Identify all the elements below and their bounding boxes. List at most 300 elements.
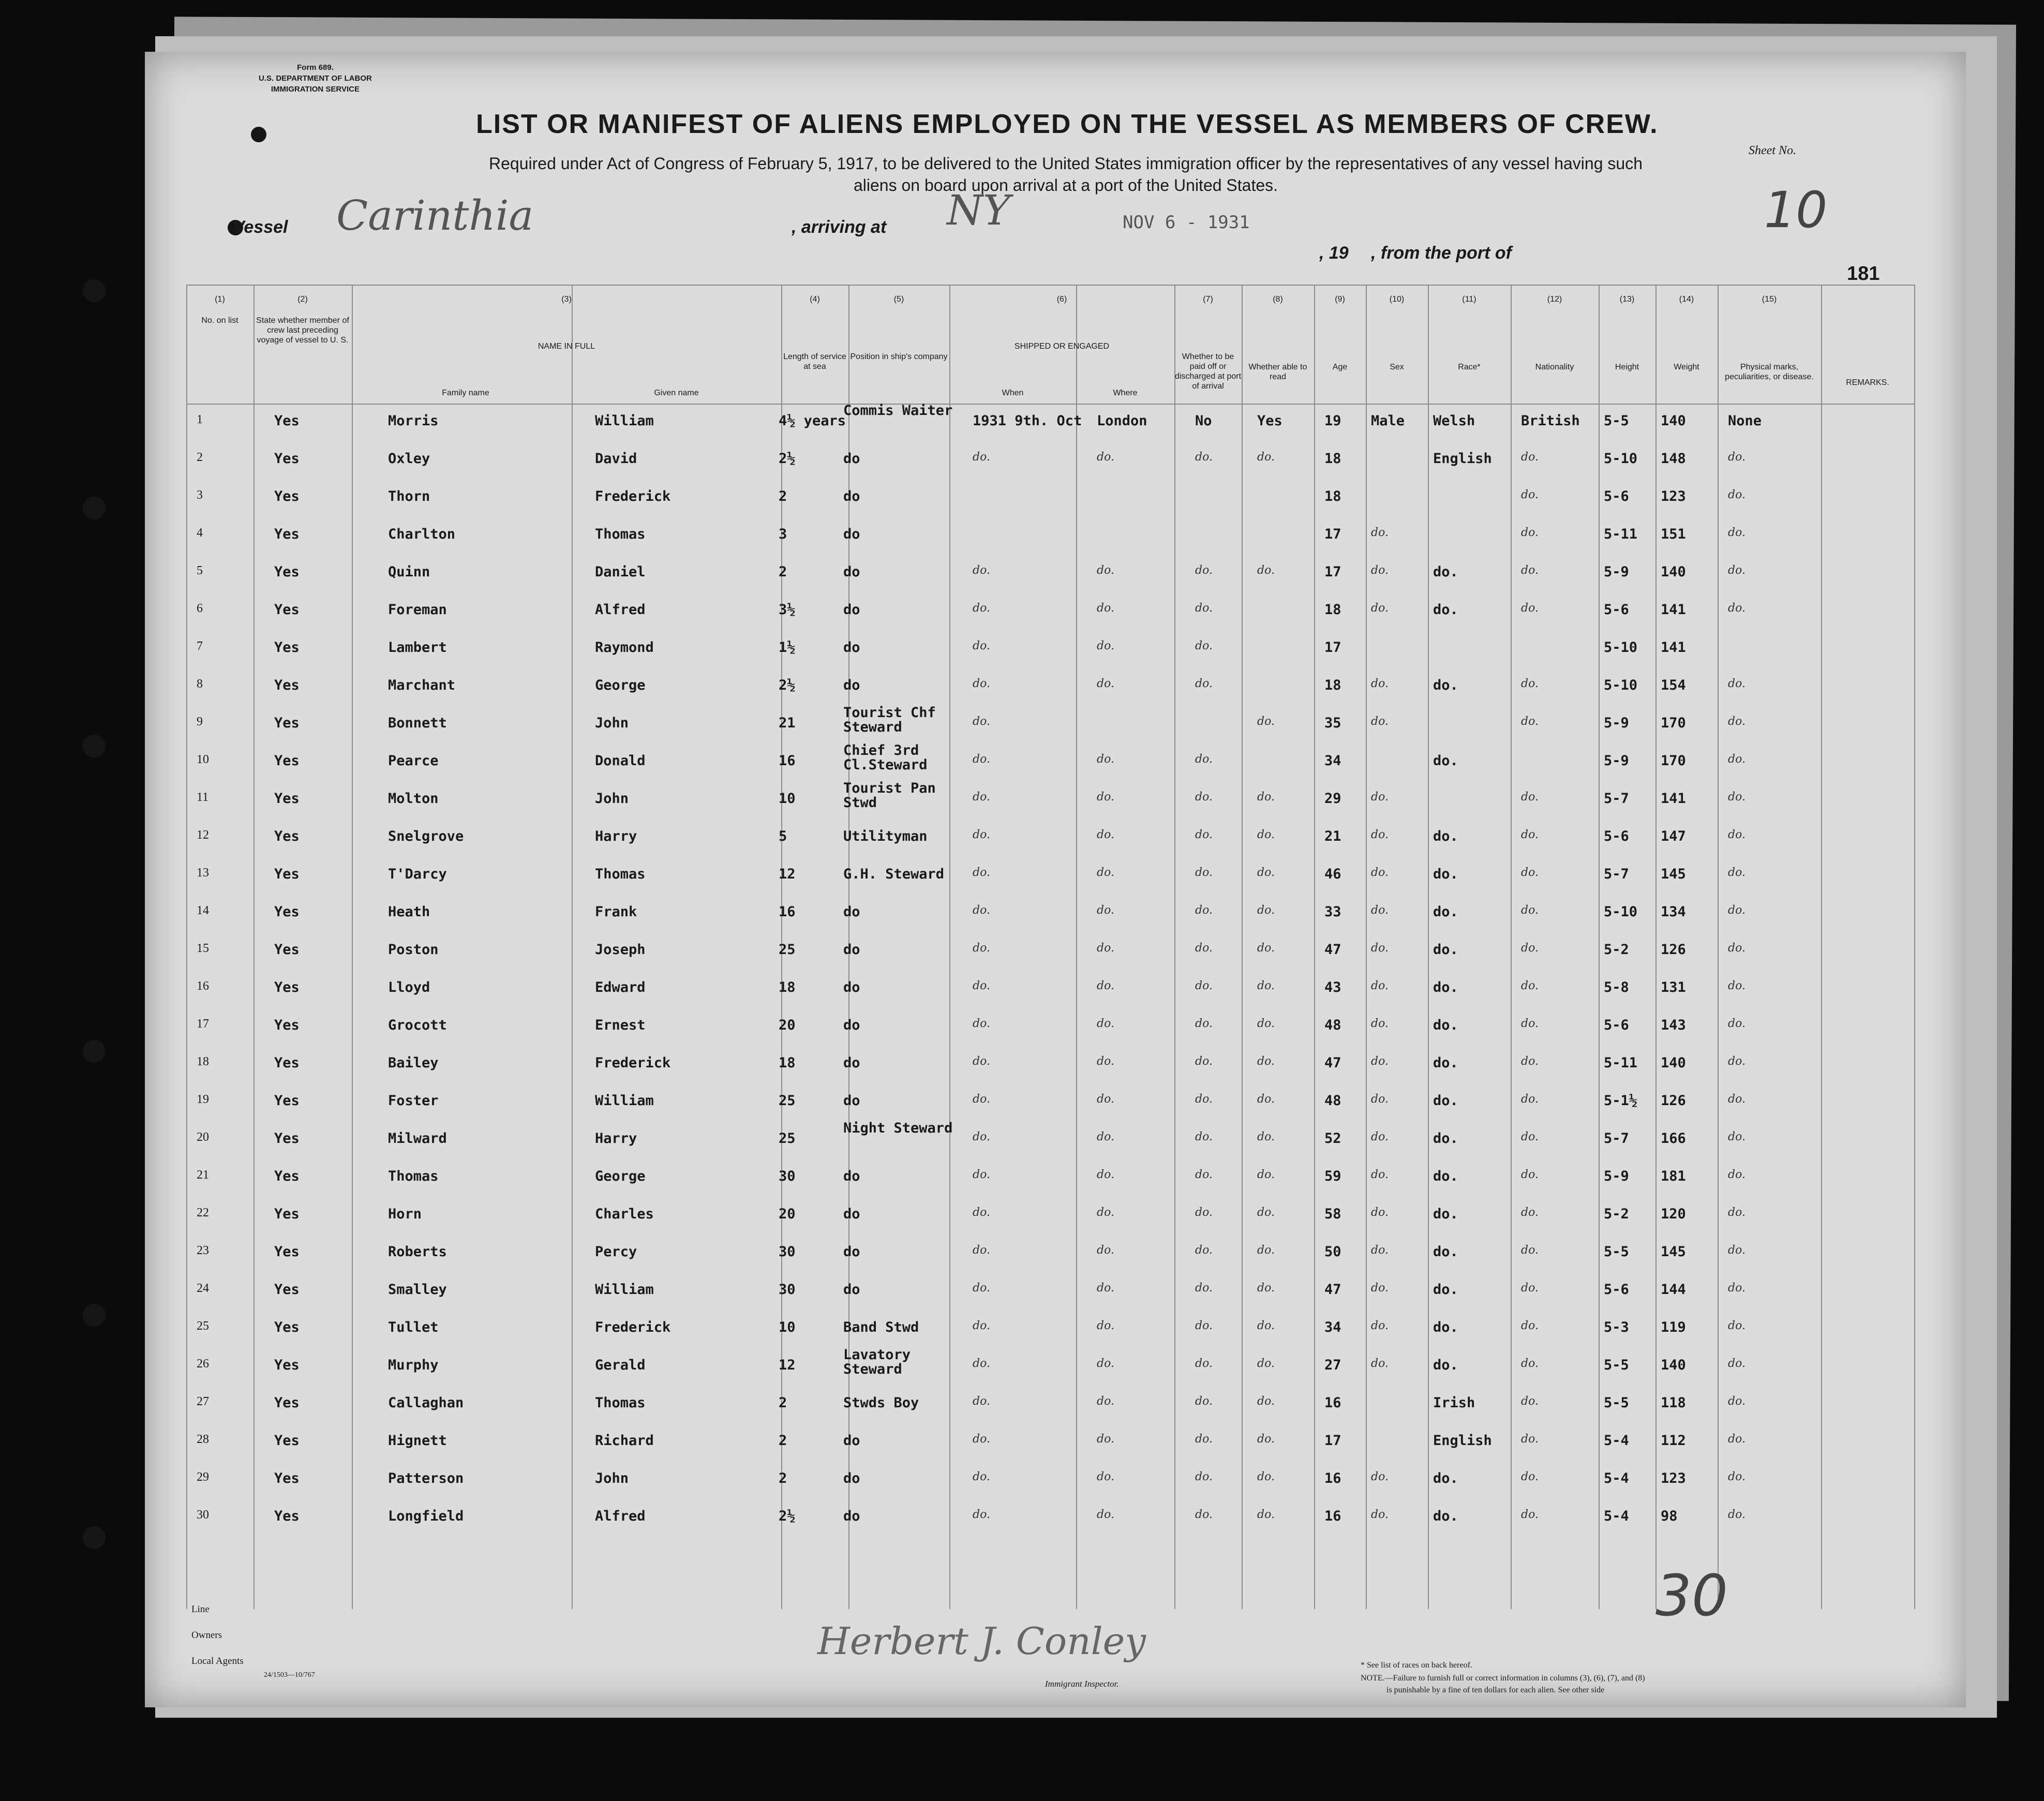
cell-sex: do. [1371,1017,1389,1030]
cell-weight: 140 [1661,1055,1686,1071]
cell-weight: 134 [1661,904,1686,920]
cell-race: Welsh [1433,413,1475,429]
cell-where: do. [1097,564,1114,577]
cell-prev: Yes [274,1055,300,1071]
cell-age: 17 [1324,639,1341,656]
cell-marks: do. [1728,602,1745,615]
cell-height: 5-5 [1604,413,1629,429]
cell-family: T'Darcy [388,866,447,882]
manifest-row [186,1051,1914,1089]
cell-no: 18 [197,1055,209,1068]
cell-no: 20 [197,1130,209,1144]
cell-position: Night Steward [843,1120,953,1136]
cell-when: do. [973,602,990,615]
cell-nat: do. [1521,526,1539,539]
cell-paid: do. [1195,753,1213,766]
manifest-row [186,900,1914,937]
cell-weight: 145 [1661,1244,1686,1260]
cell-prev: Yes [274,1470,300,1486]
manifest-table [186,285,1914,1609]
cell-position: do [843,1244,860,1260]
cell-where: do. [1097,677,1114,690]
cell-paid: do. [1195,828,1213,841]
cell-height: 5-8 [1604,979,1629,995]
binder-hole [83,1526,106,1549]
column-number: (10) [1389,295,1405,304]
cell-marks: do. [1728,1017,1745,1030]
form-number: Form 689. [297,63,334,72]
cell-prev: Yes [274,639,300,656]
cell-sex: do. [1371,1357,1389,1370]
cell-no: 5 [197,564,203,577]
cell-position: do [843,1470,860,1486]
cell-nat: do. [1521,1319,1539,1332]
cell-height: 5-6 [1604,488,1629,504]
cell-no: 13 [197,866,209,880]
cell-age: 16 [1324,1395,1341,1411]
manifest-row [186,1089,1914,1126]
cell-position: Band Stwd [843,1319,919,1335]
cell-service: 20 [779,1017,796,1033]
subtitle [372,153,1759,196]
column-header: No. on list [201,316,238,325]
cell-read: do. [1257,1508,1275,1521]
cell-sex: do. [1371,904,1389,917]
cell-nat: do. [1521,942,1539,955]
cell-when: do. [973,979,990,992]
cell-weight: 98 [1661,1508,1678,1524]
cell-race: do. [1433,1130,1458,1147]
cell-service: 25 [779,942,796,958]
manifest-row [186,1164,1914,1202]
cell-paid: do. [1195,1130,1213,1143]
cell-height: 5-2 [1604,942,1629,958]
cell-age: 19 [1324,413,1341,429]
cell-weight: 148 [1661,451,1686,467]
cell-height: 5-3 [1604,1319,1629,1335]
cell-nat: do. [1521,1470,1539,1483]
cell-age: 33 [1324,904,1341,920]
local-agents-label: Local Agents [191,1656,244,1666]
manifest-row [186,635,1914,673]
cell-age: 47 [1324,1055,1341,1071]
cell-when: do. [973,639,990,652]
cell-where: do. [1097,1433,1114,1446]
cell-where: do. [1097,1093,1114,1106]
cell-nat: do. [1521,1282,1539,1294]
cell-when: do. [973,451,990,464]
cell-where: do. [1097,1319,1114,1332]
cell-position: do [843,904,860,920]
cell-position: do [843,1168,860,1184]
column-number: (5) [893,295,904,304]
cell-prev: Yes [274,1357,300,1373]
cell-marks: do. [1728,1168,1745,1181]
cell-service: 10 [779,791,796,807]
cell-where: do. [1097,1017,1114,1030]
cell-where: do. [1097,1282,1114,1294]
cell-weight: 120 [1661,1206,1686,1222]
cell-given: William [595,413,654,429]
cell-read: do. [1257,1093,1275,1106]
header-rule [186,285,1914,286]
cell-given: Percy [595,1244,637,1260]
cell-paid: do. [1195,1395,1213,1408]
cell-sex: do. [1371,1168,1389,1181]
cell-paid: do. [1195,1206,1213,1219]
cell-age: 58 [1324,1206,1341,1222]
cell-family: Hignett [388,1433,447,1449]
cell-height: 5-10 [1604,904,1638,920]
total-count-handwritten: 30 [1655,1562,1728,1629]
cell-service: 25 [779,1093,796,1109]
column-number: (9) [1335,295,1345,304]
cell-paid: do. [1195,1244,1213,1257]
cell-position: do [843,488,860,504]
cell-where: do. [1097,1470,1114,1483]
column-header: Whether to be paid off or discharged at port of arrival [1174,352,1242,391]
cell-weight: 144 [1661,1282,1686,1298]
cell-family: Morris [388,413,439,429]
cell-given: Charles [595,1206,654,1222]
cell-age: 18 [1324,451,1341,467]
cell-marks: do. [1728,1244,1745,1257]
cell-prev: Yes [274,1395,300,1411]
cell-weight: 112 [1661,1433,1686,1449]
column-number: (12) [1547,295,1562,304]
cell-where: do. [1097,639,1114,652]
cell-weight: 141 [1661,791,1686,807]
column-number: (13) [1619,295,1635,304]
manifest-row [186,1428,1914,1466]
cell-no: 28 [197,1433,209,1446]
cell-service: 2½ [779,451,796,467]
manifest-row [186,975,1914,1013]
cell-when: do. [973,1017,990,1030]
cell-no: 10 [197,753,209,766]
cell-service: 3½ [779,602,796,618]
cell-marks: do. [1728,1508,1745,1521]
cell-read: do. [1257,1433,1275,1446]
cell-paid: do. [1195,1282,1213,1294]
cell-race: do. [1433,602,1458,618]
cell-family: Horn [388,1206,422,1222]
cell-position: Tourist Pan Stwd [843,780,936,811]
cell-height: 5-2 [1604,1206,1629,1222]
cell-marks: do. [1728,677,1745,690]
cell-where: do. [1097,602,1114,615]
cell-when: do. [973,564,990,577]
cell-marks: do. [1728,1357,1745,1370]
cell-sex: do. [1371,526,1389,539]
inspector-title: Immigrant Inspector. [1045,1679,1119,1689]
cell-position: G.H. Steward [843,866,945,882]
column-header: Nationality [1535,363,1574,371]
cell-when: do. [973,791,990,803]
manifest-row [186,1315,1914,1353]
cell-race: do. [1433,564,1458,580]
cell-position: do [843,979,860,995]
cell-service: 30 [779,1282,796,1298]
cell-nat: do. [1521,715,1539,728]
cell-given: Thomas [595,526,646,542]
cell-weight: 119 [1661,1319,1686,1335]
cell-nat: do. [1521,1357,1539,1370]
cell-marks: do. [1728,1282,1745,1294]
cell-age: 18 [1324,488,1341,504]
cell-age: 18 [1324,602,1341,618]
cell-race: do. [1433,1017,1458,1033]
cell-prev: Yes [274,1244,300,1260]
cell-family: Oxley [388,451,430,467]
cell-nat: do. [1521,1244,1539,1257]
cell-when: do. [973,1244,990,1257]
cell-service: 18 [779,979,796,995]
cell-no: 21 [197,1168,209,1182]
cell-height: 5-6 [1604,1282,1629,1298]
cell-read: do. [1257,942,1275,955]
cell-given: William [595,1282,654,1298]
cell-race: do. [1433,1093,1458,1109]
cell-race: do. [1433,1470,1458,1486]
cell-sex: do. [1371,1206,1389,1219]
cell-service: 16 [779,904,796,920]
column-header: SHIPPED OR ENGAGED [1014,342,1110,351]
subtitle-line-2: aliens on board upon arrival at a port of the United States. [853,176,1278,195]
cell-paid: do. [1195,451,1213,464]
cell-position: Tourist Chf Steward [843,705,936,735]
cell-position: do [843,1093,860,1109]
cell-race: English [1433,1433,1492,1449]
manifest-row [186,1504,1914,1542]
cell-age: 46 [1324,866,1341,882]
cell-family: Charlton [388,526,456,542]
cell-read: do. [1257,1244,1275,1257]
cell-race: do. [1433,828,1458,844]
column-header: Whether able to read [1248,363,1307,381]
column-header: NAME IN FULL [538,342,595,351]
cell-sex: do. [1371,715,1389,728]
cell-position: do [843,1017,860,1033]
cell-prev: Yes [274,1130,300,1147]
cell-paid: do. [1195,942,1213,955]
cell-when: do. [973,715,990,728]
cell-given: Gerald [595,1357,646,1373]
cell-no: 11 [197,791,209,804]
cell-no: 9 [197,715,203,728]
cell-family: Lambert [388,639,447,656]
cell-age: 34 [1324,753,1341,769]
cell-read: do. [1257,451,1275,464]
column-header: Height [1615,363,1639,371]
cell-sex: do. [1371,828,1389,841]
cell-position: do [843,451,860,467]
cell-prev: Yes [274,1168,300,1184]
cell-no: 4 [197,526,203,540]
cell-age: 17 [1324,1433,1341,1449]
cell-age: 16 [1324,1470,1341,1486]
cell-weight: 143 [1661,1017,1686,1033]
cell-weight: 140 [1661,1357,1686,1373]
column-number: (2) [297,295,308,304]
cell-where: do. [1097,1395,1114,1408]
cell-service: 2 [779,1470,787,1486]
cell-no: 2 [197,451,203,464]
cell-family: Heath [388,904,430,920]
cell-marks: do. [1728,564,1745,577]
cell-family: Thorn [388,488,430,504]
manifest-row [186,1240,1914,1277]
cell-age: 52 [1324,1130,1341,1147]
manifest-row [186,705,1914,749]
cell-weight: 126 [1661,1093,1686,1109]
cell-paid: do. [1195,1470,1213,1483]
form-identifier [259,62,372,95]
cell-marks: do. [1728,1130,1745,1143]
cell-service: 21 [779,715,796,731]
cell-prev: Yes [274,942,300,958]
cell-given: Raymond [595,639,654,656]
cell-race: do. [1433,1357,1458,1373]
cell-nat: do. [1521,1168,1539,1181]
cell-marks: do. [1728,1433,1745,1446]
column-subheader: Family name [442,389,489,397]
cell-read: do. [1257,564,1275,577]
cell-when: do. [973,1508,990,1521]
cell-position: Commis Waiter [843,403,953,419]
cell-service: 12 [779,866,796,882]
cell-race: do. [1433,1319,1458,1335]
cell-when: do. [973,1168,990,1181]
cell-service: 20 [779,1206,796,1222]
cell-height: 5-5 [1604,1395,1629,1411]
column-subheader: Given name [654,389,699,397]
cell-given: Donald [595,753,646,769]
cell-when: do. [973,904,990,917]
cell-prev: Yes [274,753,300,769]
cell-prev: Yes [274,1433,300,1449]
cell-height: 5-9 [1604,564,1629,580]
cell-position: do [843,526,860,542]
cell-read: do. [1257,791,1275,803]
page-number: 181 [1847,263,1880,285]
cell-position: Stwds Boy [843,1395,919,1411]
column-header: Age [1332,363,1348,371]
cell-paid: do. [1195,1168,1213,1181]
cell-given: Thomas [595,866,646,882]
cell-position: do [843,1282,860,1298]
cell-weight: 181 [1661,1168,1686,1184]
cell-when: do. [973,1470,990,1483]
cell-weight: 145 [1661,866,1686,882]
from-port-label: , from the port of [1371,243,1512,263]
column-subheader: Where [1113,389,1138,397]
cell-where: do. [1097,1206,1114,1219]
cell-sex: Male [1371,413,1405,429]
cell-age: 47 [1324,1282,1341,1298]
cell-age: 18 [1324,677,1341,693]
cell-no: 6 [197,602,203,615]
page-title: LIST OR MANIFEST OF ALIENS EMPLOYED ON THE VESSEL AS MEMBERS OF CREW. [476,109,1659,139]
cell-prev: Yes [274,488,300,504]
cell-where: do. [1097,1130,1114,1143]
cell-paid: do. [1195,904,1213,917]
cell-prev: Yes [274,1282,300,1298]
cell-when: do. [973,753,990,766]
cell-when: do. [973,1357,990,1370]
cell-when: do. [973,677,990,690]
cell-age: 16 [1324,1508,1341,1524]
cell-race: do. [1433,1282,1458,1298]
cell-where: do. [1097,451,1114,464]
cell-when: 1931 9th. Oct [973,413,1082,429]
column-number: (8) [1273,295,1283,304]
cell-where: do. [1097,1508,1114,1521]
cell-no: 24 [197,1282,209,1295]
cell-height: 5-9 [1604,715,1629,731]
cell-family: Marchant [388,677,456,693]
cell-when: do. [973,866,990,879]
cell-family: Smalley [388,1282,447,1298]
cell-given: John [595,1470,629,1486]
vessel-line [233,186,1512,263]
cell-sex: do. [1371,602,1389,615]
column-number: (1) [215,295,225,304]
manifest-row [186,484,1914,522]
cell-where: do. [1097,942,1114,955]
cell-family: Tullet [388,1319,439,1335]
cell-race: do. [1433,1244,1458,1260]
cell-prev: Yes [274,451,300,467]
cell-age: 29 [1324,791,1341,807]
cell-read: do. [1257,1206,1275,1219]
cell-no: 26 [197,1357,209,1371]
cell-service: 12 [779,1357,796,1373]
cell-position: do [843,639,860,656]
cell-position: Utilityman [843,828,928,844]
cell-given: Joseph [595,942,646,958]
cell-marks: do. [1728,828,1745,841]
cell-given: Alfred [595,602,646,618]
cell-no: 17 [197,1017,209,1031]
cell-height: 5-5 [1604,1244,1629,1260]
cell-height: 5-11 [1604,526,1638,542]
cell-marks: do. [1728,753,1745,766]
cell-given: Harry [595,1130,637,1147]
cell-weight: 131 [1661,979,1686,995]
cell-height: 5-6 [1604,602,1629,618]
cell-service: 2 [779,1433,787,1449]
binder-hole [83,1304,106,1327]
cell-race: do. [1433,942,1458,958]
cell-family: Roberts [388,1244,447,1260]
cell-where: do. [1097,791,1114,803]
cell-age: 48 [1324,1093,1341,1109]
cell-when: do. [973,1130,990,1143]
cell-weight: 140 [1661,413,1686,429]
cell-family: Bonnett [388,715,447,731]
cell-height: 5-6 [1604,828,1629,844]
cell-race: do. [1433,753,1458,769]
cell-height: 5-4 [1604,1433,1629,1449]
cell-position: do [843,1508,860,1524]
cell-marks: do. [1728,904,1745,917]
column-header: Weight [1674,363,1699,371]
cell-paid: do. [1195,791,1213,803]
cell-marks: do. [1728,1093,1745,1106]
cell-service: 10 [779,1319,796,1335]
cell-prev: Yes [274,715,300,731]
